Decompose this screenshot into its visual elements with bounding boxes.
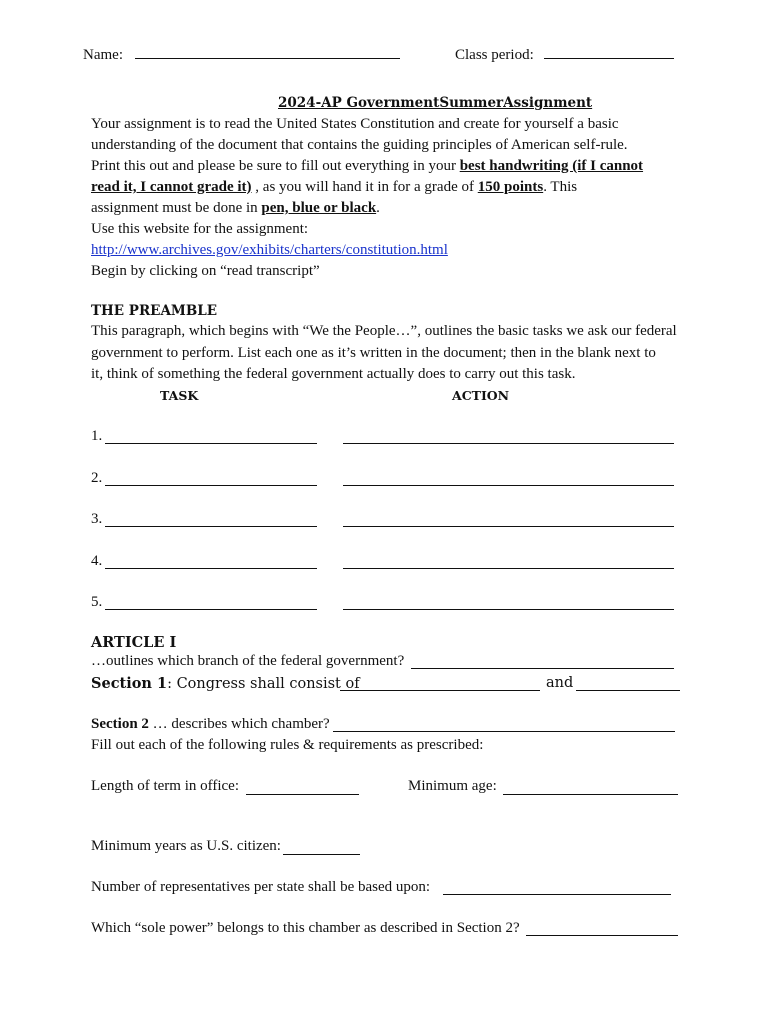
class-period-label: Class period: [455, 47, 534, 63]
intro-line [91, 156, 643, 177]
task-blank[interactable] [105, 526, 317, 527]
intro-line: Your assignment is to read the United States Constitution and create for yourself a basic [91, 116, 619, 132]
intro-text: . [376, 200, 380, 216]
article-heading: ARTICLE I [91, 634, 177, 651]
constitution-link[interactable]: http://www.archives.gov/exhibits/charters/constitution.html [91, 242, 448, 258]
intro-text: Print this out and please be sure to fill out everything in your [91, 158, 460, 174]
points-emphasis: 150 points [477, 179, 544, 195]
section1-label: Section 1 [91, 675, 168, 692]
task-row-number: 1. [91, 428, 103, 444]
intro-line: Begin by clicking on “read transcript” [91, 263, 320, 279]
and-text: and [546, 675, 574, 691]
task-row-number: 2. [91, 469, 103, 486]
task-row-number: 5. [91, 594, 103, 610]
congress-blank-1[interactable] [340, 690, 540, 691]
intro-text: assignment must be done in [91, 200, 262, 216]
min-age-label: Minimum age: [408, 778, 497, 794]
chamber-blank[interactable] [333, 731, 675, 732]
section2-label: Section 2 [91, 716, 149, 732]
intro-line: understanding of the document that contains the guiding principles of American self-rule. [91, 137, 628, 153]
task-column-header: TASK [160, 388, 199, 403]
branch-question [91, 653, 404, 670]
section1-text: : Congress shall consist of [167, 676, 360, 692]
citizen-blank[interactable] [283, 854, 360, 855]
reps-blank[interactable] [443, 894, 671, 895]
action-blank[interactable] [343, 568, 674, 569]
term-blank[interactable] [246, 794, 359, 795]
action-column-header: ACTION [452, 388, 510, 403]
grade-emphasis: read it, I cannot grade it) [91, 179, 252, 195]
task-blank[interactable] [105, 568, 317, 569]
preamble-heading: THE PREAMBLE [91, 303, 218, 319]
section2-line [91, 716, 330, 733]
class-period-field[interactable] [455, 44, 674, 65]
intro-text: , as you will hand it in for a grade of [251, 179, 478, 195]
sole-power-label: Which “sole power” belongs to this chamber as described in Section 2? [91, 920, 520, 936]
section2-text: … describes which chamber? [148, 716, 330, 732]
question-text: …outlines which branch of the federal government? [91, 653, 405, 669]
task-row-number: 4. [91, 552, 103, 569]
class-period-blank[interactable] [544, 44, 674, 59]
term-label: Length of term in office: [91, 778, 240, 794]
intro-paragraph [91, 114, 643, 282]
pen-emphasis: pen, blue or black [261, 200, 377, 216]
intro-line [91, 177, 643, 198]
preamble-line: This paragraph, which begins with “We the People…”, outlines the basic tasks we ask our federal [91, 323, 677, 339]
action-blank[interactable] [343, 526, 674, 527]
congress-blank-2[interactable] [576, 690, 680, 691]
task-blank[interactable] [105, 609, 317, 610]
action-blank[interactable] [343, 609, 674, 610]
name-label: Name: [83, 47, 123, 63]
task-row-number: 3. [91, 511, 103, 527]
name-field[interactable] [83, 44, 400, 65]
intro-line: Use this website for the assignment: [91, 221, 309, 237]
name-blank[interactable] [135, 44, 400, 59]
task-blank[interactable] [105, 485, 317, 486]
intro-text: . This [543, 179, 578, 195]
sole-power-blank[interactable] [526, 935, 678, 936]
citizen-label: Minimum years as U.S. citizen: [91, 838, 281, 854]
intro-line [91, 198, 643, 219]
reps-label: Number of representatives per state shall be based upon: [91, 879, 431, 895]
page-title: 2024-AP GovernmentSummerAssignment [278, 95, 593, 111]
task-blank[interactable] [105, 443, 317, 444]
preamble-instructions [91, 321, 677, 386]
branch-answer-blank[interactable] [411, 668, 674, 669]
preamble-line: government to perform. List each one as it’s written in the document; then in the blank next to [91, 344, 656, 361]
action-blank[interactable] [343, 443, 674, 444]
min-age-blank[interactable] [503, 794, 678, 795]
handwriting-emphasis: best handwriting (if I cannot [459, 158, 644, 174]
action-blank[interactable] [343, 485, 674, 486]
fill-out-instructions: Fill out each of the following rules & requirements as prescribed: [91, 737, 484, 753]
preamble-line: it, think of something the federal government actually does to carry out this task. [91, 366, 576, 382]
section1-line [91, 675, 360, 692]
